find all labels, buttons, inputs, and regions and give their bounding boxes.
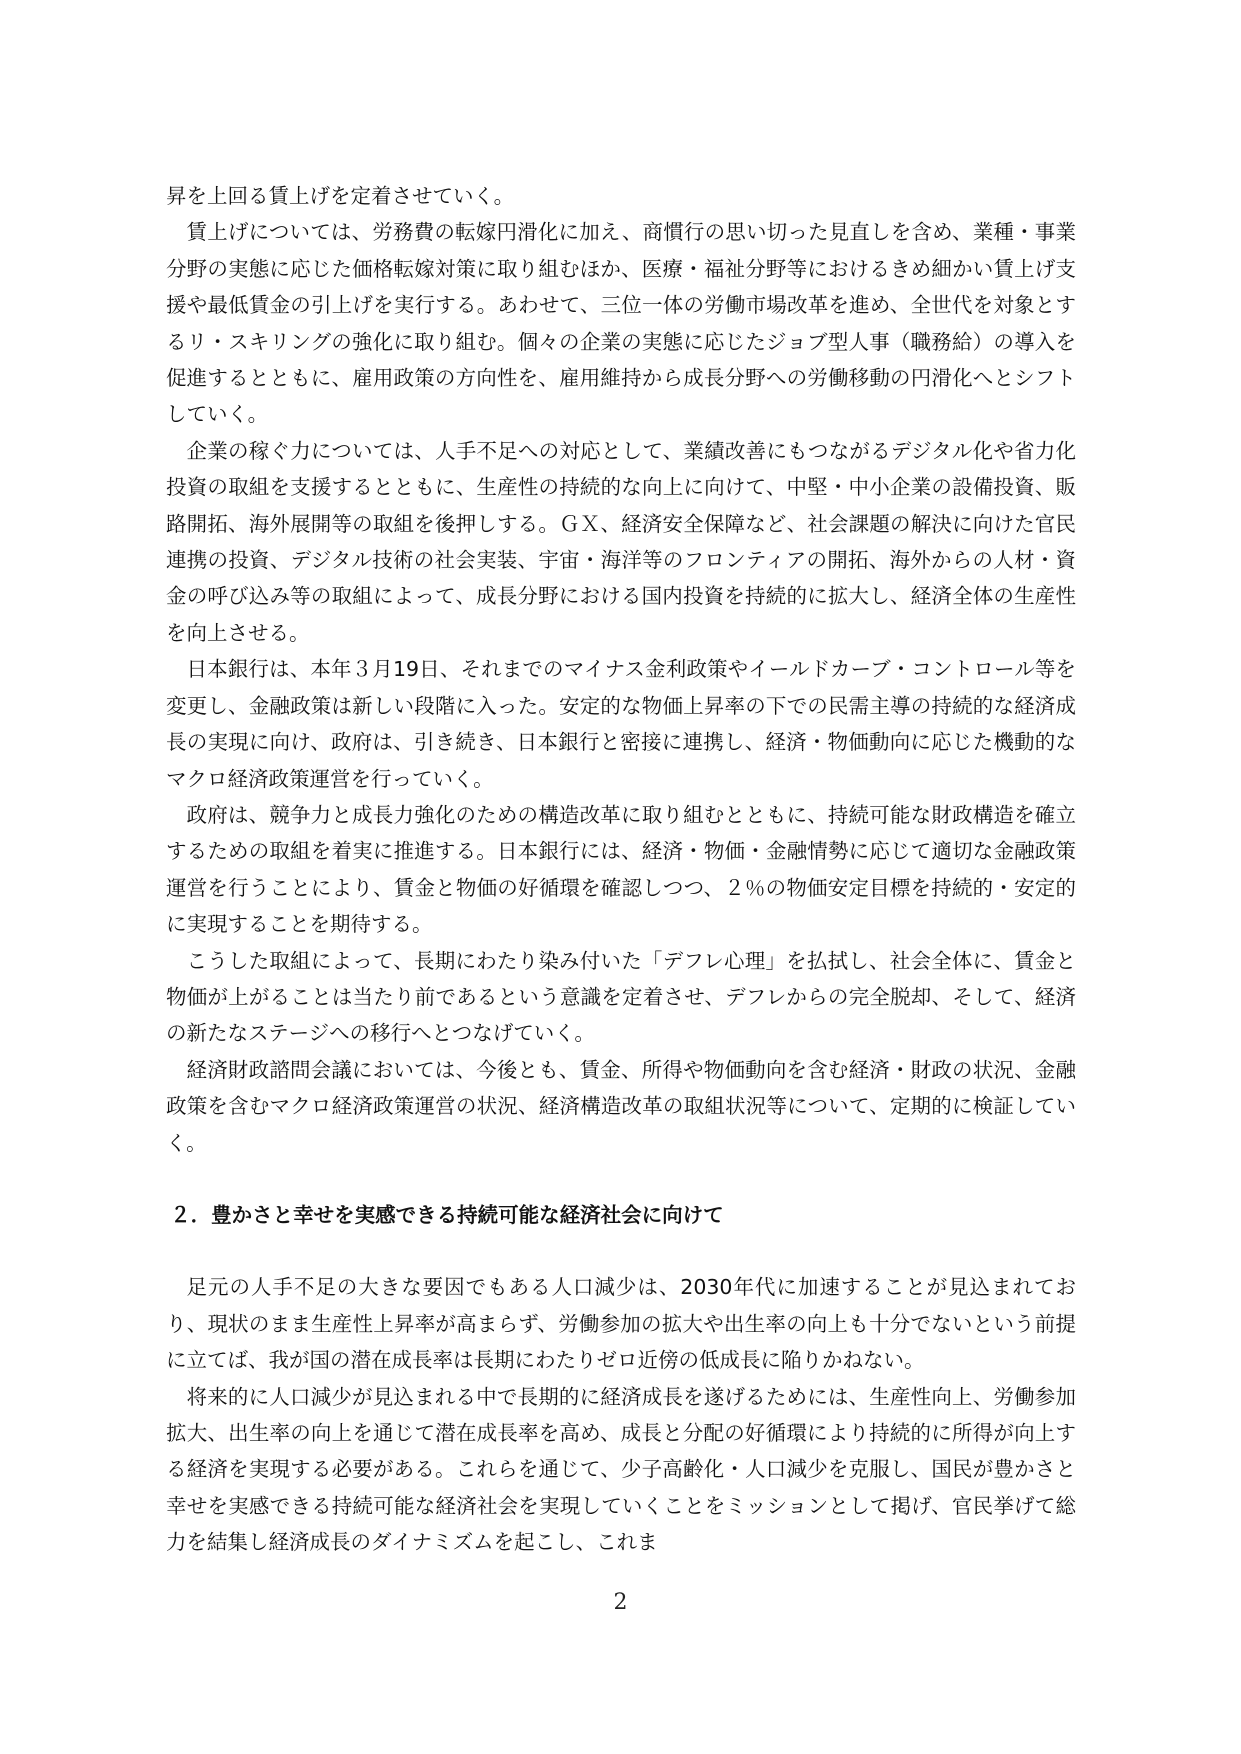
paragraph-council-review: 経済財政諮問会議においては、今後とも、賃金、所得や物価動向を含む経済・財政の状況、金融政策を含むマクロ経済政策運営の状況、経済構造改革の取組状況等について、定期的に検証していく。	[166, 1057, 1076, 1155]
document-body	[166, 178, 1076, 1561]
paragraph-deflation-mindset: こうした取組によって、長期にわたり染み付いた「デフレ心理」を払拭し、社会全体に、賃金と物価が上がることは当たり前であるという意識を定着させ、デフレからの完全脱却、そして、経済の新たなステージへの移行へとつなげていく。	[166, 948, 1076, 1046]
paragraph-corporate-earning-power: 企業の稼ぐ力については、人手不足への対応として、業績改善にもつながるデジタル化や省力化投資の取組を支援するとともに、生産性の持続的な向上に向けて、中堅・中小企業の設備投資、販路開拓、海外展開等の取組を後押しする。ＧＸ、経済安全保障など、社会課題の解決に向けた官民連携の投資、デジタル技術の社会実装、宇宙・海洋等のフロンティアの開拓、海外からの人材・資金の呼び込み等の取組によって、成長分野における国内投資を持続的に拡大し、経済全体の生産性を向上させる。	[166, 438, 1076, 645]
section-heading: ２．豊かさと幸せを実感できる持続可能な経済社会に向けて	[170, 1202, 724, 1227]
paragraph-long-term-growth: 将来的に人口減少が見込まれる中で長期的に経済成長を遂げるためには、生産性向上、労働参加拡大、出生率の向上を通じて潜在成長率を高め、成長と分配の好循環により持続的に所得が向上する経済を実現する必要がある。これらを通じて、少子高齢化・人口減少を克服し、国民が豊かさと幸せを実感できる持続可能な経済社会を実現していくことをミッションとして掲げ、官民挙げて総力を結集し経済成長のダイナミズムを起こし、これま	[166, 1384, 1076, 1555]
paragraph-population-decline: 足元の人手不足の大きな要因でもある人口減少は、2030年代に加速することが見込まれており、現状のまま生産性上昇率が高まらず、労働参加の拡大や出生率の向上も十分でないという前提に立てば、我が国の潜在成長率は長期にわたりゼロ近傍の低成長に陥りかねない。	[166, 1275, 1076, 1373]
paragraph-wage-increase: 賃上げについては、労務費の転嫁円滑化に加え、商慣行の思い切った見直しを含め、業種・事業分野の実態に応じた価格転嫁対策に取り組むほか、医療・福祉分野等におけるきめ細かい賃上げ支援や最低賃金の引上げを実行する。あわせて、三位一体の労働市場改革を進め、全世代を対象とするリ・スキリングの強化に取り組む。個々の企業の実態に応じたジョブ型人事（職務給）の導入を促進するとともに、雇用政策の方向性を、雇用維持から成長分野への労働移動の円滑化へとシフトしていく。	[166, 220, 1076, 427]
paragraph-continuation: 昇を上回る賃上げを定着させていく。	[166, 184, 515, 208]
page-number: 2	[613, 1590, 628, 1615]
paragraph-government-reform: 政府は、競争力と成長力強化のための構造改革に取り組むとともに、持続可能な財政構造を確立するための取組を着実に推進する。日本銀行には、経済・物価・金融情勢に応じて適切な金融政策運営を行うことにより、賃金と物価の好循環を確認しつつ、２％の物価安定目標を持続的・安定的に実現することを期待する。	[166, 802, 1076, 937]
paragraph-bank-of-japan: 日本銀行は、本年３月19日、それまでのマイナス金利政策やイールドカーブ・コントロール等を変更し、金融政策は新しい段階に入った。安定的な物価上昇率の下での民需主導の持続的な経済成長の実現に向け、政府は、引き続き、日本銀行と密接に連携し、経済・物価動向に応じた機動的なマクロ経済政策運営を行っていく。	[166, 657, 1076, 791]
